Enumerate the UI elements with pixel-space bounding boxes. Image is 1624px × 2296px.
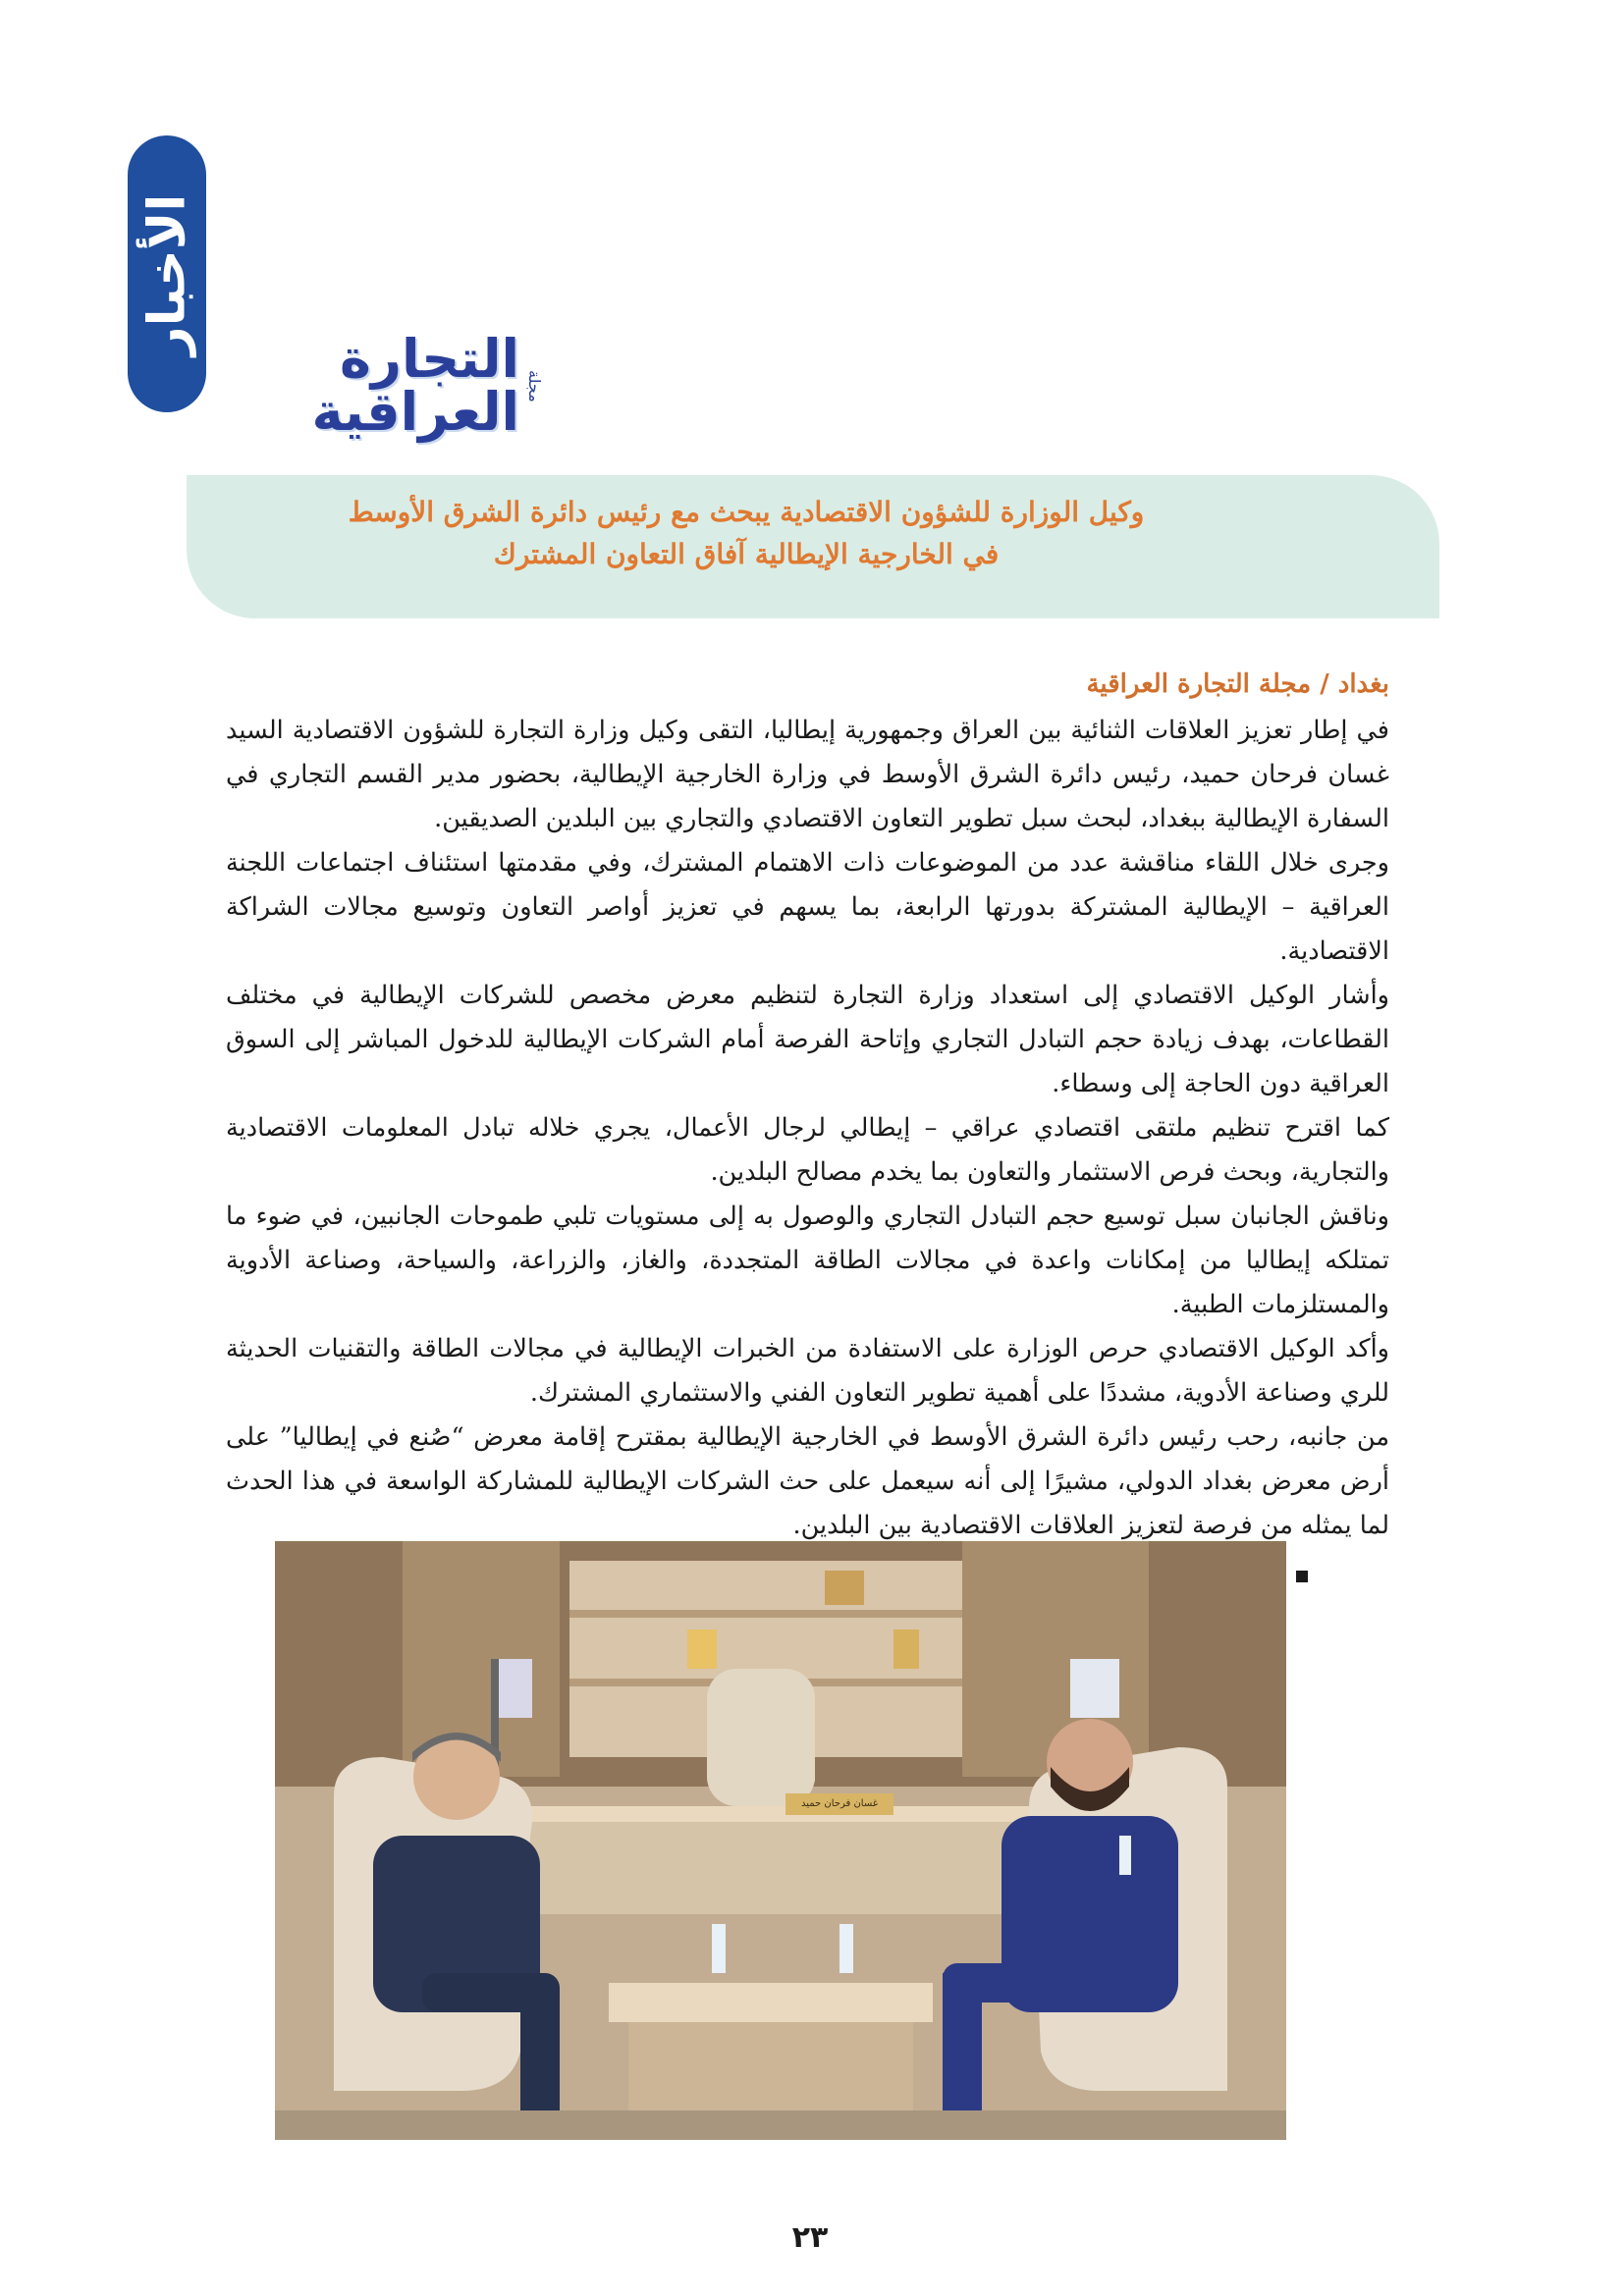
section-tab-label: الأخبار <box>137 193 196 356</box>
meeting-photo-illustration <box>275 1541 1286 2140</box>
logo-small-text: مجلة <box>525 369 544 402</box>
article-body <box>226 709 1389 1548</box>
headline-line-1: وكيل الوزارة للشؤون الاقتصادية يبحث مع رئيس دائرة الشرق الأوسط <box>348 496 1145 528</box>
article-headline <box>206 491 1286 576</box>
section-tab-label-wrap <box>137 167 196 383</box>
magazine-logo <box>210 328 544 443</box>
paragraph: في إطار تعزيز العلاقات الثنائية بين العراق وجمهورية إيطاليا، التقى وكيل وزارة التجارة للشؤون الاقتصادية السيد غسان فرحان حميد، رئيس دائرة الشرق الأوسط في وزارة الخارجية الإيطالية، بحضور مدير القسم التجاري في السفارة الإيطالية ببغداد، لبحث سبل تطوير التعاون الاقتصادي والتجاري بين البلدين الصديقين. <box>226 716 1389 833</box>
paragraph: وجرى خلال اللقاء مناقشة عدد من الموضوعات ذات الاهتمام المشترك، وفي مقدمتها استئناف اجتماعات اللجنة العراقية – الإيطالية المشتركة بدورتها الرابعة، بما يسهم في تعزيز أواصر التعاون وتوسيع مجالات الشراكة الاقتصادية. <box>226 848 1389 966</box>
desk-nameplate: غسان فرحان حميد <box>785 1793 893 1815</box>
paragraph: وأكد الوكيل الاقتصادي حرص الوزارة على الاستفادة من الخبرات الإيطالية في مجالات الطاقة والتقنيات الحديثة للري وصناعة الأدوية، مشددًا على أهمية تطوير التعاون الفني والاستثماري المشترك. <box>226 1334 1389 1408</box>
headline-line-2: في الخارجية الإيطالية آفاق التعاون المشترك <box>493 538 1000 571</box>
decor-square <box>1296 1571 1308 1582</box>
paragraph: وأشار الوكيل الاقتصادي إلى استعداد وزارة التجارة لتنظيم معرض مخصص للشركات الإيطالية في مختلف القطاعات، بهدف زيادة حجم التبادل التجاري وإتاحة الفرصة أمام الشركات الإيطالية للدخول المباشر إلى السوق العراقية دون الحاجة إلى وسطاء. <box>226 981 1389 1098</box>
paragraph: من جانبه، رحب رئيس دائرة الشرق الأوسط في الخارجية الإيطالية بمقترح إقامة معرض “صُنع في إيطاليا” على أرض معرض بغداد الدولي، مشيرًا إلى أنه سيعمل على حث الشركات الإيطالية للمشاركة الواسعة في هذا الحدث لما يمثله من فرصة لتعزيز العلاقات الاقتصادية بين البلدين. <box>226 1422 1389 1540</box>
paragraph: وناقش الجانبان سبل توسيع حجم التبادل التجاري والوصول به إلى مستويات تلبي طموحات الجانبين، في ضوء ما تمتلكه إيطاليا من إمكانات واعدة في مجالات الطاقة المتجددة، والغاز، والزراعة، والسياحة، وصناعة الأدوية والمستلزمات الطبية. <box>226 1201 1389 1319</box>
article-byline: بغداد / مجلة التجارة العراقية <box>1086 669 1389 699</box>
meeting-photo <box>275 1541 1286 2140</box>
logo-main-text: التجارة العراقية <box>311 328 519 443</box>
page-number: ٢٣ <box>791 2220 829 2255</box>
paragraph: كما اقترح تنظيم ملتقى اقتصادي عراقي – إيطالي لرجال الأعمال، يجري خلاله تبادل المعلومات الاقتصادية والتجارية، وبحث فرص الاستثمار والتعاون بما يخدم مصالح البلدين. <box>226 1113 1389 1187</box>
